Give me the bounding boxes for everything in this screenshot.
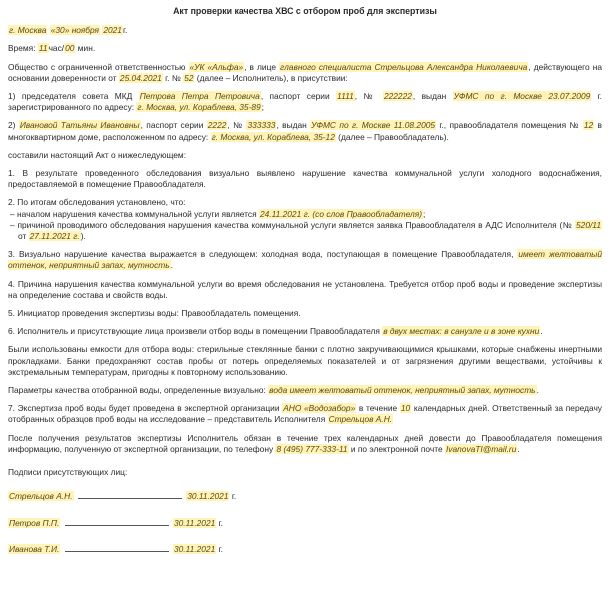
participant-1-issued: УФМС по г. Москве 23.07.2009 xyxy=(453,91,591,102)
participant-1: 1) председателя совета МКД Петрова Петра Петровича, паспорт серии 1111, № 222222, выдан УФМС по г. Москве 23.07.2009 г. зарегистрированного по адресу: г. Москва, ул. Кораблева, 35-89; xyxy=(8,91,603,113)
violation-description: имеет желтоватый оттенок, неприятный запах, мутность xyxy=(8,249,602,271)
participant-1-name: Петрова Петра Петровича xyxy=(139,91,260,102)
poa-number: 52 xyxy=(184,72,194,83)
participant-2-series: 2222 xyxy=(207,120,227,131)
sampling-places: в двух местах: в санузле и в зоне кухни xyxy=(383,326,540,337)
signature-name: Петров П.П. xyxy=(9,517,60,528)
date-year: 2021 xyxy=(103,25,122,36)
signature-row: Стрельцов А.Н. 30.11.2021 г. xyxy=(9,491,237,502)
section-5: 5. Инициатор проведения экспертизы воды: Правообладатель помещения. xyxy=(8,308,301,319)
section-3: 3. Визуально нарушение качества выражается в следующем: холодная вода, поступающая в помещение Правообладателя, имеет желтоватый оттенок, неприятный запах, мутность. xyxy=(8,249,602,271)
section-1: 1. В результате проведенного обследования визуально выявлено нарушение качества коммунальной услуги холодного водоснабжения, предоставляемой в помещение Правообладателя. xyxy=(8,168,602,190)
time-hours: 11 xyxy=(38,43,48,54)
executor-person: главного специалиста Стрельцова Александра Николаевича xyxy=(280,61,528,72)
section-2-bullet-1: – началом нарушения качества коммунальной услуги является 24.11.2021 г. (со слов Правообладателя); xyxy=(10,208,426,219)
signature-date: 30.11.2021 xyxy=(187,491,229,502)
room-number: 12 xyxy=(583,120,594,131)
participant-1-address: г. Москва, ул. Кораблева, 35-89 xyxy=(137,102,261,113)
date-suffix: г. xyxy=(122,25,128,36)
time-line: Время: 11час/00 мин. xyxy=(8,43,96,54)
compiled-line: составили настоящий Акт о нижеследующем: xyxy=(8,149,187,160)
section-7: 7. Экспертиза проб воды будет проведена в экспертной организации АНО «Водозабор» в течение 10 календарных дней. Ответственный за передачу отобранных образцов проб воды на исследование – представитель Исполнителя Стрельцов А.Н. xyxy=(8,403,602,425)
org-name: «УК «Альфа» xyxy=(189,61,244,72)
intro-paragraph: Общество с ограниченной ответственностью «УК «Альфа», в лице главного специалиста Стрельцова Александра Николаевича, действующего на основании доверенности от 25.04.2021 г. № 52 (далее – Исполнитель), в присутствии: xyxy=(8,61,603,83)
section-4: 4. Причина нарушения качества коммунальной услуги во время обследования не установлена. Требуется отбор проб воды и проведение экспертизы на определение состава и свойств воды. xyxy=(8,278,602,300)
containers-paragraph: Были использованы емкости для отбора воды: стерильные стеклянные банки с плотно закручивающимися крышками, которые снабжены инертными прокладками. Банки предохраняют состав пробы от потерь определяемых показателей и от загрязнения другими веществами, устойчивы к экстремальным температурам, пригодны к повторному использованию. xyxy=(8,344,602,377)
signature-name: Иванова Т.И. xyxy=(9,543,60,554)
violation-start: 24.11.2021 г. (со слов Правообладателя) xyxy=(259,208,423,219)
participant-2-name: Ивановой Татьяны Ивановны xyxy=(19,120,140,131)
request-date: 27.11.2021 г. xyxy=(29,231,80,242)
request-number: 520/11 xyxy=(576,219,601,230)
section-2-head: 2. По итогам обследования установлено, что: xyxy=(8,197,186,208)
email-address: IvanovaTI@mail.ru xyxy=(445,443,517,454)
signature-line xyxy=(65,517,169,526)
city: г. Москва xyxy=(9,25,47,36)
section-2 xyxy=(8,197,602,242)
participant-1-series: 1111 xyxy=(337,91,354,102)
participant-2: 2) Ивановой Татьяны Ивановны, паспорт серии 2222, № 333333, выдан УФМС по г. Москве 11.08.2005 г., правообладателя помещения № 12 в многоквартирном доме, расположенном по адресу: г. Москва, ул. Кораблева, 35-12 (далее – Правообладатель). xyxy=(8,120,602,142)
signature-row: Иванова Т.И. 30.11.2021 г. xyxy=(9,543,223,554)
participant-2-number: 333333 xyxy=(247,120,276,131)
params-paragraph: Параметры качества отобранной воды, определенные визуально: вода имеет желтоватый оттенок, неприятный запах, мутность. xyxy=(8,385,539,396)
responsible-rep: Стрельцов А.Н. xyxy=(328,414,393,425)
section-2-bullet-2: – причиной проводимого обследования нарушения качества коммунальной услуги является заявка Правообладателя в АДС Исполнителя (№ 520/11 от 27.11.2021 г.). xyxy=(10,219,601,242)
water-params: вода имеет желтоватый оттенок, неприятный запах, мутность xyxy=(269,385,536,396)
time-minutes: 00 xyxy=(65,43,75,54)
participant-1-number: 222222 xyxy=(383,91,412,102)
expert-org: АНО «Водозабор» xyxy=(283,403,356,414)
after-paragraph: После получения результатов экспертизы Исполнитель обязан в течение трех календарных дней довести до Правообладателя помещения информацию, полученную от экспертной организации, по телефону 8 (495) 777-333-11 и по электронной почте IvanovaTI@mail.ru. xyxy=(8,432,602,454)
expertise-days: 10 xyxy=(400,403,411,414)
signature-date: 30.11.2021 xyxy=(173,543,216,554)
participant-2-issued: УФМС по г. Москве 11.08.2005 xyxy=(311,120,436,131)
signature-line xyxy=(78,490,182,499)
signature-name: Стрельцов А.Н. xyxy=(9,491,73,502)
participant-2-address: г. Москва, ул. Кораблева, 35-12 xyxy=(211,131,335,142)
place-date-line xyxy=(8,25,602,36)
signature-row: Петров П.П. 30.11.2021 г. xyxy=(9,517,223,528)
document-title: Акт проверки качества ХВС с отбором проб для экспертизы xyxy=(173,6,437,16)
date-day: «30» ноября xyxy=(50,25,99,36)
signature-date: 30.11.2021 xyxy=(173,517,216,528)
phone-number: 8 (495) 777-333-11 xyxy=(276,443,348,454)
signature-line xyxy=(65,543,169,552)
section-6: 6. Исполнитель и присутствующие лица произвели отбор воды в помещении Правообладателя в двух местах: в санузле и в зоне кухни. xyxy=(8,326,543,337)
signatures-heading: Подписи присутствующих лиц: xyxy=(8,467,128,478)
poa-date: 25.04.2021 xyxy=(119,72,162,83)
